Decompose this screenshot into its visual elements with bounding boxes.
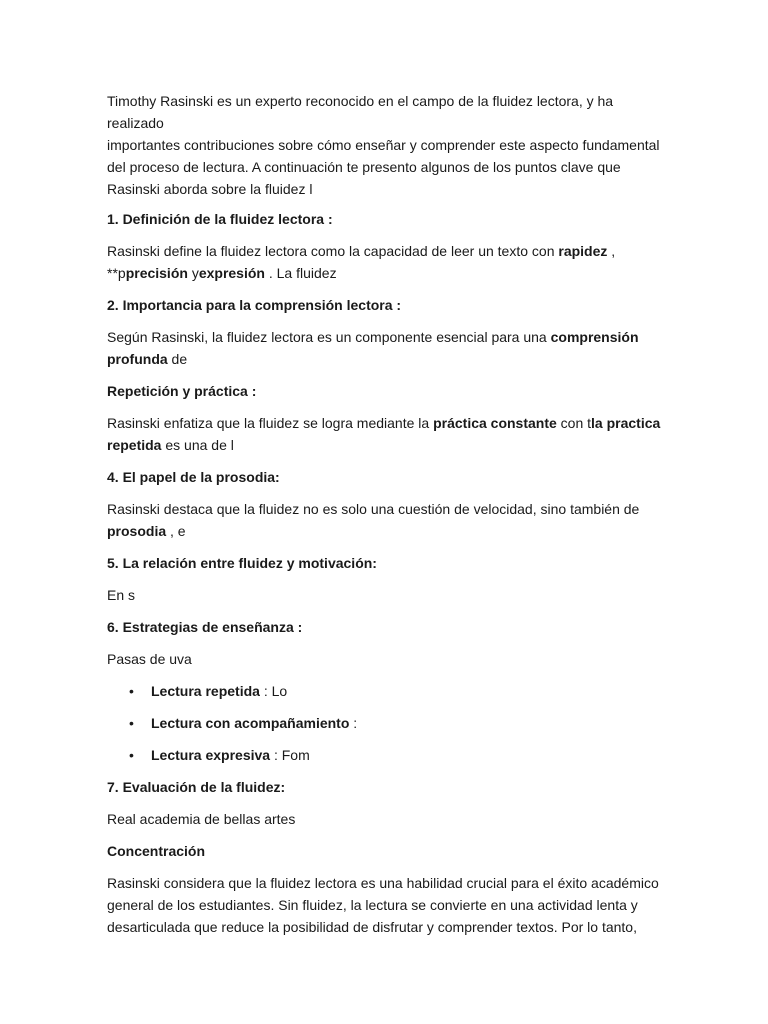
text-run: y: [187, 265, 199, 281]
paragraph-line: Pasas de uva: [107, 651, 192, 667]
bold-term-rapidez: rapidez: [558, 243, 608, 259]
paragraph-line: general de los estudiantes. Sin fluidez, la lectura se convierte en una actividad lenta y: [107, 897, 638, 913]
list-item-term: Lectura con acompañamiento: [151, 715, 350, 731]
section-6-heading: 6. Estrategias de enseñanza :: [107, 619, 303, 635]
paragraph-line: En s: [107, 587, 136, 603]
bullet-icon: •: [129, 715, 134, 731]
list-item: [129, 712, 668, 734]
section-2-paragraph: [107, 326, 668, 370]
intro-line: Rasinski aborda sobre la fluidez l: [107, 181, 313, 197]
paragraph-line: [107, 326, 668, 348]
section-2-heading: 2. Importancia para la comprensión lectora :: [107, 297, 402, 313]
paragraph-line: [107, 434, 668, 456]
paragraph-line: [107, 262, 668, 284]
bullet-icon: •: [129, 747, 134, 763]
list-item-term: Lectura expresiva: [151, 747, 271, 763]
paragraph-line: [107, 520, 668, 542]
paragraph-line: [107, 412, 668, 434]
text-run: . La fluidez: [264, 265, 337, 281]
bullet-icon: •: [129, 683, 134, 699]
section-4-heading: 4. El papel de la prosodia:: [107, 469, 280, 485]
bold-term-la-practica: la practica: [591, 415, 661, 431]
list-item-text: : Lo: [259, 683, 288, 699]
bold-term-expresion: expresión: [198, 265, 265, 281]
list-item-term: Lectura repetida: [151, 683, 260, 699]
text-run: Según Rasinski, la fluidez lectora es un componente esencial para una: [107, 329, 551, 345]
conclusion-paragraph: [107, 872, 668, 938]
bold-term-prosodia: prosodia: [107, 523, 167, 539]
bold-term-profunda: profunda: [107, 351, 168, 367]
text-run: ,: [607, 243, 616, 259]
bold-term-practica-constante: práctica constante: [433, 415, 557, 431]
paragraph-line: Real academia de bellas artes: [107, 811, 296, 827]
conclusion-heading: Concentración: [107, 843, 206, 859]
intro-line: Timothy Rasinski es un experto reconocido en el campo de la fluidez lectora, y ha realizado: [107, 93, 614, 131]
text-run: Rasinski enfatiza que la fluidez se logra mediante la: [107, 415, 434, 431]
section-7-heading: 7. Evaluación de la fluidez:: [107, 779, 286, 795]
text-run: **p: [107, 265, 126, 281]
list-item: [129, 680, 668, 702]
section-7-paragraph: [107, 808, 668, 830]
text-run: con t: [556, 415, 592, 431]
section-4-paragraph: [107, 498, 668, 542]
section-3-heading: Repetición y práctica :: [107, 383, 257, 399]
text-run: es una de l: [161, 437, 234, 453]
section-5-paragraph: [107, 584, 668, 606]
intro-line: importantes contribuciones sobre cómo enseñar y comprender este aspecto fundamental: [107, 137, 660, 153]
section-6-paragraph: [107, 648, 668, 670]
section-3-paragraph: [107, 412, 668, 456]
bold-term-repetida: repetida: [107, 437, 162, 453]
paragraph-line: desarticulada que reduce la posibilidad de disfrutar y comprender textos. Por lo tanto,: [107, 919, 637, 935]
bold-term-precision: precisión: [125, 265, 188, 281]
text-run: Rasinski define la fluidez lectora como la capacidad de leer un texto con: [107, 243, 559, 259]
paragraph-line: Rasinski considera que la fluidez lectora es una habilidad crucial para el éxito académico: [107, 875, 659, 891]
list-item: [129, 744, 668, 766]
paragraph-line: [107, 240, 668, 262]
paragraph-line: Rasinski destaca que la fluidez no es solo una cuestión de velocidad, sino también de: [107, 501, 640, 517]
intro-line: del proceso de lectura. A continuación te presento algunos de los puntos clave que: [107, 159, 621, 175]
paragraph-line: [107, 348, 668, 370]
bold-term-comprension: comprensión: [550, 329, 639, 345]
section-1-heading: 1. Definición de la fluidez lectora :: [107, 211, 333, 227]
text-run: , e: [166, 523, 186, 539]
list-item-text: : Fom: [270, 747, 310, 763]
list-item-text: :: [349, 715, 358, 731]
strategies-list: [107, 680, 668, 766]
text-run: de: [167, 351, 188, 367]
intro-paragraph: [107, 90, 668, 200]
section-1-paragraph: [107, 240, 668, 284]
section-5-heading: 5. La relación entre fluidez y motivación:: [107, 555, 377, 571]
